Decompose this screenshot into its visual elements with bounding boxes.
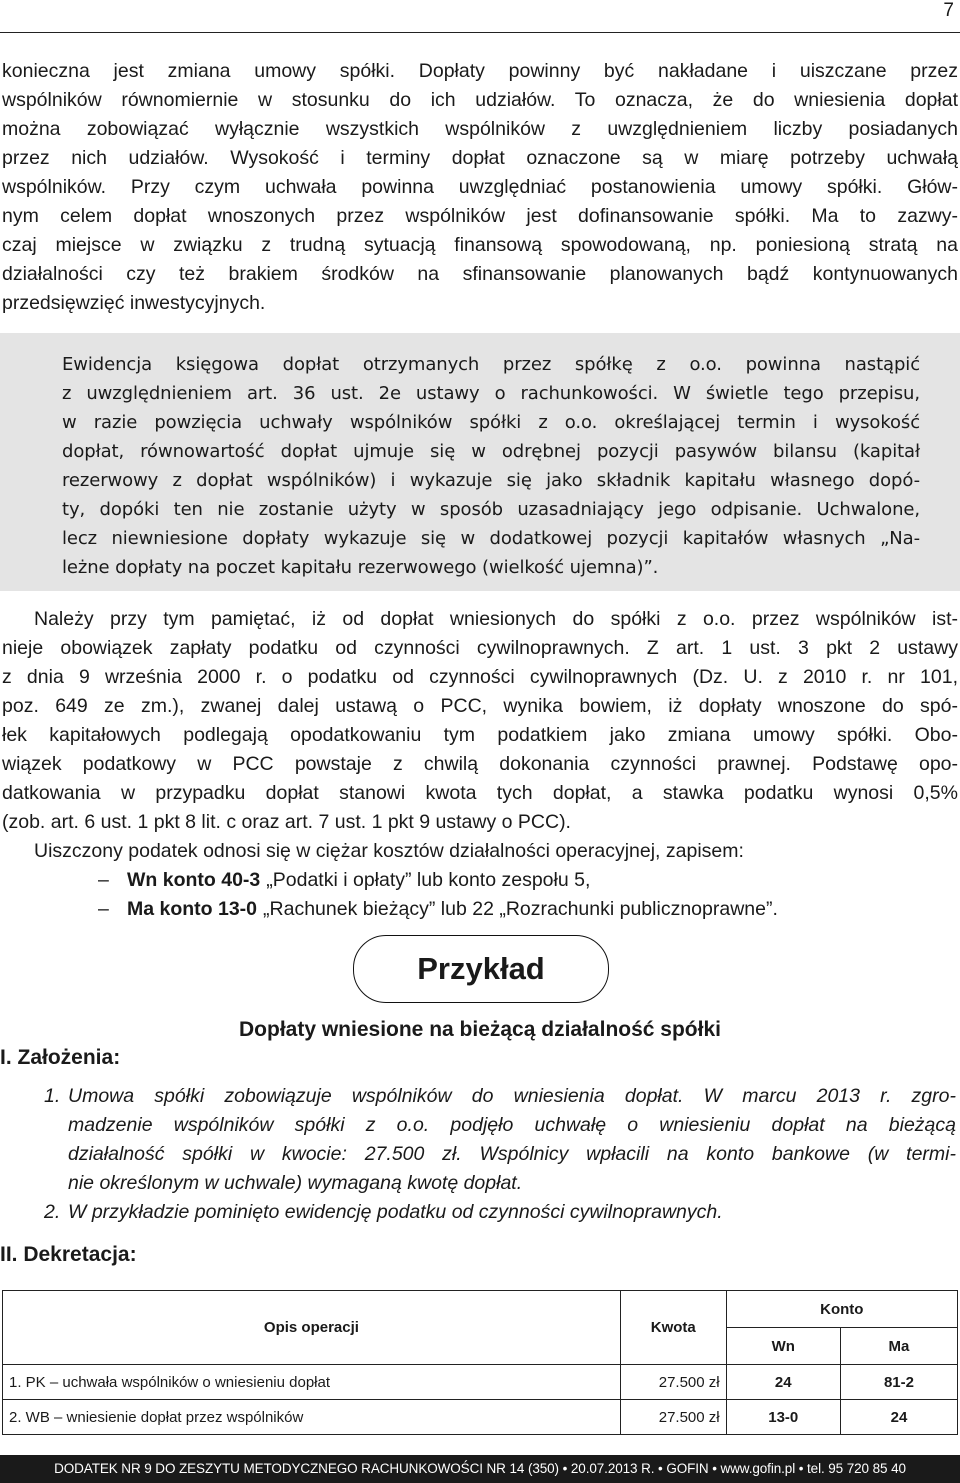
cell-ma: 81-2 <box>840 1365 957 1400</box>
list-number: 2. <box>44 1201 61 1223</box>
text-line: czaj miejsce w związku z trudną sytuacją finansową spowodowaną, np. poniesioną stratą na <box>2 234 958 256</box>
text-line: (zob. art. 6 ust. 1 pkt 8 lit. c oraz art. 7 ust. 1 pkt 9 ustawy o PCC). <box>2 811 571 833</box>
note-text <box>62 350 920 582</box>
text-line: datkowania w przypadku dopłat stanowi kwota tych dopłat, a stawka podatku wynosi 0,5% <box>2 782 958 804</box>
text-line: łek kapitałowych podlegają opodatkowaniu tym podatkiem jako zmiana umowy spółki. Obo- <box>2 724 958 746</box>
cell-ma: 24 <box>840 1400 957 1435</box>
intro-paragraph <box>2 57 958 318</box>
text-line: przez nich udziałów. Wysokość i terminy dopłat oznaczone są w miarę potrzeby uchwałą <box>2 147 958 169</box>
table-row <box>3 1400 958 1435</box>
account-label: Ma konto 13-0 <box>127 898 258 920</box>
note-line: leżne dopłaty na poczet kapitału rezerwowego (wielkość ujemna)”. <box>62 557 659 578</box>
note-line: Ewidencja księgowa dopłat otrzymanych przez spółkę z o.o. powinna nastąpić <box>62 354 920 375</box>
header-wn: Wn <box>726 1328 840 1365</box>
page-footer: DODATEK NR 9 DO ZESZYTU METODYCZNEGO RACHUNKOWOŚCI NR 14 (350) • 20.07.2013 R. • GOFIN • www.gofin.pl • tel. 95 720 85 40 <box>0 1455 960 1483</box>
header-rule <box>0 32 960 33</box>
dash-bullet: – <box>98 869 109 891</box>
text-line: konieczna jest zmiana umowy spółki. Dopłaty powinny być nakładane i uiszczane przez <box>2 60 958 82</box>
header-ma: Ma <box>840 1328 957 1365</box>
assumptions-list <box>44 1082 956 1227</box>
cell-kwota: 27.500 zł <box>620 1400 726 1435</box>
header-opis: Opis operacji <box>3 1291 621 1365</box>
text-line: Uiszczony podatek odnosi się w ciężar kosztów działalności operacyjnej, zapisem: <box>34 840 744 862</box>
example-title: Dopłaty wniesione na bieżącą działalność spółki <box>239 1018 721 1041</box>
account-label: Wn konto 40-3 <box>127 869 261 891</box>
cell-wn: 24 <box>726 1365 840 1400</box>
posting-table <box>2 1290 958 1435</box>
text-line: można zobowiązać wyłącznie wszystkich wspólników z uwzględnieniem liczby posiadanych <box>2 118 958 140</box>
text-line: wspólników równomiernie w stosunku do ich udziałów. To oznacza, że do wniesienia dopłat <box>2 89 958 111</box>
text-line: działalności czy też brakiem środków na sfinansowanie planowanych bądź kontynuowanych <box>2 263 958 285</box>
section-heading-posting: II. Dekretacja: <box>0 1243 137 1266</box>
note-line: dopłat, równowartość dopłat ujmuje się w odrębnej pozycji pasywów bilansu (kapitał <box>62 441 920 462</box>
note-line: z uwzględnieniem art. 36 ust. 2e ustawy o rachunkowości. W świetle tego przepisu, <box>62 383 920 404</box>
text-line: z dnia 9 września 2000 r. o podatku od czynności cywilnoprawnych (Dz. U. z 2010 r. nr 101, <box>2 666 958 688</box>
list-number: 1. <box>44 1085 61 1107</box>
page-number: 7 <box>943 0 954 21</box>
text-line: nym celem dopłat wnoszonych przez wspólników jest dofinansowanie spółki. Ma to zazwy- <box>2 205 958 227</box>
note-line: ty, dopóki ten nie zostanie użyty w sposób uzasadniający jego odpisanie. Uchwalone, <box>62 499 920 520</box>
text-line: wspólników. Przy czym uchwała powinna uwzględniać postanowienia umowy spółki. Głów- <box>2 176 958 198</box>
text-line: przedsięwzięć inwestycyjnych. <box>2 292 266 314</box>
section-heading-assumptions: I. Założenia: <box>0 1046 121 1069</box>
account-text: „Rachunek bieżący” lub 22 „Rozrachunki publicznoprawne”. <box>263 898 778 920</box>
table-row <box>3 1365 958 1400</box>
account-text: „Podatki i opłaty” lub konto zespołu 5, <box>266 869 591 891</box>
text-line: poz. 649 ze zm.), zwanej dalej ustawą o PCC, wynika bowiem, iż dopłaty wnoszone do spó- <box>2 695 958 717</box>
text-line: wiązek podatkowy w PCC powstaje z chwilą dokonania czynności prawnej. Podstawę opo- <box>2 753 958 775</box>
highlighted-note <box>0 333 960 591</box>
cell-wn: 13-0 <box>726 1400 840 1435</box>
cell-opis: 2. WB – wniesienie dopłat przez wspólników <box>3 1400 621 1435</box>
dash-bullet: – <box>98 898 109 920</box>
note-line: w razie powzięcia uchwały wspólników spółki z o.o. określającej termin i wysokość <box>62 412 920 433</box>
booking-entry-credit <box>2 895 958 924</box>
header-konto: Konto <box>726 1291 957 1328</box>
text-line: Należy przy tym pamiętać, iż od dopłat wniesionych do spółki z o.o. przez wspólników ist- <box>34 608 958 630</box>
list-item-line: 2. W przykładzie pominięto ewidencję podatku od czynności cywilnoprawnych. <box>44 1198 956 1227</box>
booking-entry-debit <box>2 866 958 895</box>
table-header-row <box>3 1291 958 1328</box>
example-badge: Przykład <box>353 935 609 1003</box>
note-line: lecz niewniesione dopłaty wykazuje się w dodatkowej pozycji kapitałów własnych „Na- <box>62 528 920 549</box>
list-item-line: nie określonym w uchwale) wymaganą kwotę dopłat. <box>68 1172 523 1194</box>
header-kwota: Kwota <box>620 1291 726 1365</box>
list-item-line: 1. Umowa spółki zobowiązuje wspólników do wniesienia dopłat. W marcu 2013 r. zgro- <box>44 1082 956 1111</box>
list-item-line: madzenie wspólników spółki z o.o. podjęło uchwałę o wniesieniu dopłat na bieżącą <box>68 1114 956 1136</box>
list-item-line: działalność spółki w kwocie: 27.500 zł. Wspólnicy wpłacili na konto bankowe (w termi- <box>68 1143 956 1165</box>
cell-kwota: 27.500 zł <box>620 1365 726 1400</box>
cell-opis: 1. PK – uchwała wspólników o wniesieniu dopłat <box>3 1365 621 1400</box>
main-paragraph <box>2 605 958 924</box>
text-line: nieje obowiązek zapłaty podatku od czynności cywilnoprawnych. Z art. 1 ust. 3 pkt 2 ustawy <box>2 637 958 659</box>
note-line: rezerwowy z dopłat wspólników) i wykazuje się jako składnik kapitału własnego dopó- <box>62 470 920 491</box>
